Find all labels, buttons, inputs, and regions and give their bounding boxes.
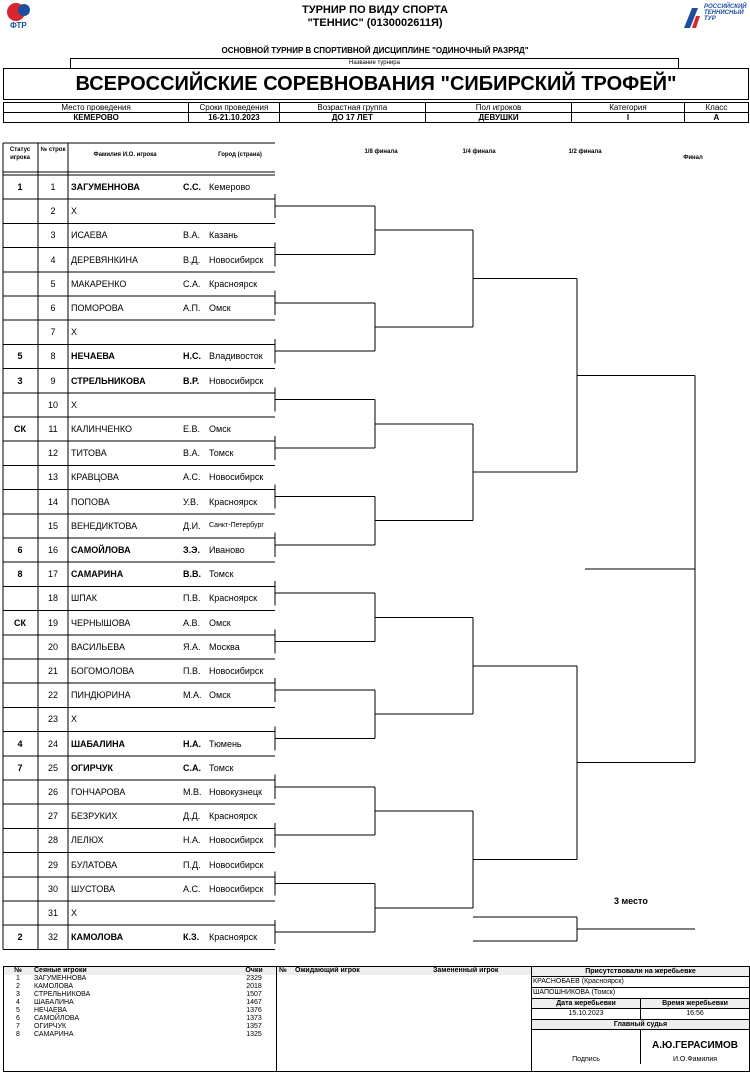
player-name: ЧЕРНЫШОВА (71, 617, 131, 628)
player-name: ТИТОВА (71, 448, 107, 459)
player-name: БЕЗРУКИХ (71, 811, 118, 822)
player-name: Х (71, 327, 78, 338)
seed-num: 7 (16, 1023, 20, 1030)
player-initials: П.В. (183, 666, 201, 676)
line-number: 5 (50, 278, 56, 289)
seed-num: 3 (16, 991, 20, 998)
player-name: ПОМОРОВА (71, 303, 124, 313)
player-status: 7 (17, 762, 23, 773)
player-city: Красноярск (209, 496, 258, 507)
info-header-gender: Пол игроков (425, 103, 571, 113)
player-city: Омск (209, 424, 231, 434)
line-number: 21 (47, 666, 58, 676)
draw-row (0, 538, 290, 562)
draw-time-label: Время жеребьевки (662, 1000, 728, 1007)
line-number: 14 (47, 496, 58, 507)
player-initials: Я.А. (183, 641, 201, 652)
line-number: 1 (50, 182, 56, 192)
seed-num: 6 (16, 1015, 20, 1022)
sign-label: Подпись (572, 1056, 600, 1063)
player-initials: В.А. (183, 230, 201, 241)
seed-points: 1373 (246, 1015, 262, 1022)
seed-points: 1507 (246, 991, 262, 998)
player-initials: М.В. (183, 787, 202, 797)
draw-row (0, 344, 290, 368)
line-number: 23 (47, 714, 58, 725)
rtt-logo-text: РОССИЙСКИЙ ТЕННИСНЫЙ ТУР (704, 4, 747, 22)
draw-row (0, 877, 290, 901)
seed-num: 5 (16, 1007, 20, 1014)
player-name: ВАСИЛЬЕВА (71, 641, 125, 652)
line-number: 16 (47, 545, 58, 555)
present-1: КРАСНОБАЕВ (Красноярск) (532, 977, 749, 988)
line-number: 18 (47, 593, 58, 604)
seed-num: 4 (16, 999, 20, 1006)
player-initials: Д.И. (183, 520, 201, 531)
player-city: Новосибирск (209, 472, 264, 483)
player-status: 8 (17, 569, 23, 580)
draw-row (0, 683, 290, 707)
line-number: 26 (47, 787, 58, 797)
draw-row (0, 901, 290, 925)
player-city: Омск (209, 690, 231, 701)
player-city: Тюмень (209, 738, 242, 749)
line-number: 7 (50, 327, 56, 338)
draw-row (0, 272, 290, 296)
draw-row (0, 223, 290, 247)
player-status: СК (14, 424, 26, 434)
player-initials: А.В. (183, 617, 201, 628)
player-name: МАКАРЕНКО (71, 278, 127, 289)
line-number: 2 (50, 206, 56, 217)
judge-label: Главный судья (532, 1020, 749, 1030)
player-city: Красноярск (209, 811, 258, 822)
info-category: I (572, 113, 685, 123)
player-initials: З.Э. (183, 545, 201, 555)
player-city: Новосибирск (209, 883, 264, 894)
player-city: Новосибирск (209, 254, 264, 265)
info-header-age: Возрастная группа (279, 103, 425, 113)
draw-row (0, 804, 290, 828)
line-number: 19 (47, 617, 58, 628)
line-number: 28 (47, 835, 58, 846)
player-initials: В.В. (183, 569, 201, 580)
player-name: ОГИРЧУК (71, 762, 113, 773)
player-city: Томск (209, 569, 234, 580)
line-number: 30 (47, 883, 58, 894)
main-tournament-line: ОСНОВНОЙ ТУРНИР В СПОРТИВНОЙ ДИСЦИПЛИНЕ "ОДИНОЧНЫЙ РАЗРЯД" (221, 46, 529, 55)
seed-name: ЗАГУМЕННОВА (34, 975, 87, 982)
page-title-line1: ТУРНИР ПО ВИДУ СПОРТА (302, 4, 448, 16)
player-city: Иваново (209, 545, 245, 555)
seed-row (4, 983, 276, 991)
seeds-h-name: Сеяные игроки (34, 967, 87, 974)
waiting-table-box (276, 966, 532, 1072)
player-status: 3 (17, 375, 23, 386)
player-status: 4 (17, 738, 23, 749)
player-status: 6 (17, 545, 23, 555)
draw-row (0, 296, 290, 320)
player-name: ПИНДЮРИНА (71, 690, 131, 701)
info-class: A (684, 113, 748, 123)
info-header-class: Класс (684, 103, 748, 113)
player-city: Омск (209, 303, 231, 313)
player-initials: А.П. (183, 303, 201, 313)
player-name: КАЛИНЧЕНКО (71, 424, 132, 434)
player-city: Красноярск (209, 278, 258, 289)
ftr-logo-text: ФТР (10, 21, 27, 30)
player-name: НЕЧАЕВА (71, 351, 115, 362)
draw-row (0, 635, 290, 659)
draw-row (0, 828, 290, 852)
player-initials: В.А. (183, 448, 201, 459)
info-gender: ДЕВУШКИ (425, 113, 571, 123)
player-initials: У.В. (183, 496, 199, 507)
tournament-name: ВСЕРОССИЙСКИЕ СОРЕВНОВАНИЯ "СИБИРСКИЙ ТРОФЕЙ" (3, 68, 749, 100)
player-initials: В.Д. (183, 254, 201, 265)
draw-row (0, 490, 290, 514)
draw-row (0, 659, 290, 683)
line-number: 8 (50, 351, 56, 362)
waiting-table (277, 967, 531, 975)
player-name: ЛЕЛЮХ (71, 835, 104, 846)
draw-row (0, 780, 290, 804)
draw-row (0, 514, 290, 538)
waiting-h-num: № (279, 967, 287, 974)
player-city: Новосибирск (209, 859, 264, 870)
seed-points: 2329 (246, 975, 262, 982)
line-number: 3 (50, 230, 56, 241)
seeds-table (4, 967, 276, 1039)
player-name: ШУСТОВА (71, 883, 115, 894)
player-city: Казань (209, 230, 238, 241)
seed-name: ШАБАЛИНА (34, 999, 74, 1006)
draw-row (0, 611, 290, 635)
line-number: 4 (50, 254, 56, 265)
player-name: САМОЙЛОВА (71, 545, 131, 555)
draw-row (0, 393, 290, 417)
line-number: 13 (47, 472, 58, 483)
seed-num: 2 (16, 983, 20, 990)
line-number: 29 (47, 859, 58, 870)
player-name: КАМОЛОВА (71, 932, 124, 943)
seed-points: 1376 (246, 1007, 262, 1014)
player-initials: М.А. (183, 690, 202, 701)
col-final-header: Финал (683, 155, 703, 161)
player-name: ШАБАЛИНА (71, 738, 126, 749)
player-initials: Д.Д. (183, 811, 201, 822)
seed-name: КАМОЛОВА (34, 983, 74, 990)
line-number: 20 (47, 641, 58, 652)
draw-row (0, 369, 290, 393)
player-city: Томск (209, 762, 234, 773)
draw-row (0, 586, 290, 610)
col-status-header: Статус игрока (9, 147, 31, 161)
seed-name: САМОЙЛОВА (34, 1015, 80, 1022)
player-name: ЗАГУМЕННОВА (71, 182, 140, 192)
waiting-h-player: Ожидающий игрок (295, 967, 360, 974)
player-initials: А.С. (183, 472, 201, 483)
player-city: Новосибирск (209, 375, 264, 386)
player-initials: К.З. (183, 932, 200, 943)
info-dates: 16-21.10.2023 (189, 113, 279, 123)
seed-row (4, 991, 276, 999)
player-status: 2 (17, 932, 23, 943)
player-name: ШПАК (71, 593, 97, 604)
col-city-header: Город (страна) (218, 152, 262, 158)
draw-row (0, 707, 290, 731)
player-city: Красноярск (209, 593, 258, 604)
waiting-header-row (277, 967, 531, 975)
seed-name: САМАРИНА (34, 1031, 74, 1038)
draw-date-label: Дата жеребьевки (532, 999, 641, 1008)
player-city: Новосибирск (209, 835, 264, 846)
line-number: 6 (50, 303, 56, 313)
player-city: Новосибирск (209, 666, 264, 676)
player-name: Х (71, 399, 78, 410)
player-city: Санкт-Петербург (209, 521, 264, 529)
info-age: ДО 17 ЛЕТ (279, 113, 425, 123)
player-initials: С.А. (183, 278, 201, 289)
col-r16-header: 1/8 финала (364, 149, 398, 155)
seed-num: 8 (16, 1031, 20, 1038)
seeds-header-row (4, 967, 276, 975)
draw-info-box (531, 966, 750, 1072)
draw-row (0, 417, 290, 441)
player-name: ИСАЕВА (71, 230, 108, 241)
player-initials: Е.В. (183, 424, 201, 434)
player-name: ДЕРЕВЯНКИНА (71, 254, 139, 265)
info-venue: КЕМЕРОВО (4, 113, 189, 123)
col-num-header: № строк (40, 147, 66, 153)
line-number: 9 (50, 375, 56, 386)
player-status: 5 (17, 351, 23, 362)
seeds-h-points: Очки (245, 967, 263, 974)
player-initials: Н.А. (183, 835, 201, 846)
seed-row (4, 975, 276, 983)
player-city: Томск (209, 448, 234, 459)
player-name: Х (71, 206, 78, 217)
seeds-h-num: № (14, 967, 22, 974)
info-header-category: Категория (572, 103, 685, 113)
seed-name: СТРЕЛЬНИКОВА (34, 991, 91, 998)
tournament-name-label: Название турнира (70, 58, 679, 69)
player-city: Владивосток (209, 351, 263, 362)
player-name: ПОПОВА (71, 496, 110, 507)
player-initials: Н.С. (183, 351, 201, 362)
draw-row (0, 562, 290, 586)
seed-row (4, 1007, 276, 1015)
line-number: 32 (47, 932, 58, 943)
line-number: 22 (47, 690, 58, 701)
player-initials: Н.А. (183, 738, 201, 749)
player-name: КРАВЦОВА (71, 472, 119, 483)
present-2: ШАПОШНИКОВА (Томск) (533, 989, 616, 996)
draw-row (0, 732, 290, 756)
draw-row (0, 248, 290, 272)
player-name: БОГОМОЛОВА (71, 666, 135, 676)
col-sf-header: 1/2 финала (568, 149, 602, 155)
seed-row (4, 1031, 276, 1039)
fio-label: И.О.Фамилия (672, 1056, 718, 1063)
player-name: СТРЕЛЬНИКОВА (71, 375, 146, 386)
seed-row (4, 1023, 276, 1031)
judge-name: А.Ю.ГЕРАСИМОВ (652, 1040, 738, 1051)
seed-row (4, 999, 276, 1007)
line-number: 12 (47, 448, 58, 459)
player-status: СК (14, 617, 26, 628)
player-name: САМАРИНА (71, 569, 124, 580)
line-number: 27 (47, 811, 58, 822)
line-number: 15 (47, 520, 58, 531)
col-qf-header: 1/4 финала (462, 149, 496, 155)
seed-points: 1357 (246, 1023, 262, 1030)
draw-row (0, 320, 290, 344)
draw-row (0, 199, 290, 223)
player-initials: П.В. (183, 593, 201, 604)
seed-points: 1467 (246, 999, 262, 1006)
line-number: 31 (47, 908, 58, 918)
seed-points: 1325 (246, 1031, 262, 1038)
draw-row (0, 925, 290, 949)
draw-time: 16:56 (686, 1010, 704, 1017)
player-city: Омск (209, 617, 231, 628)
draw-row (0, 441, 290, 465)
seeds-table-box (3, 966, 277, 1072)
seed-points: 2018 (246, 983, 262, 990)
draw-row (0, 853, 290, 877)
player-city: Красноярск (209, 932, 258, 943)
draw-row (0, 756, 290, 780)
draw-row (0, 465, 290, 489)
player-initials: А.С. (183, 883, 201, 894)
player-name: Х (71, 714, 78, 725)
line-number: 17 (47, 569, 58, 580)
player-initials: П.Д. (183, 859, 201, 870)
player-name: ГОНЧАРОВА (71, 787, 126, 797)
col-name-header: Фамилия И.О. игрока (93, 152, 157, 158)
info-header-venue: Место проведения (4, 103, 189, 113)
player-name: БУЛАТОВА (71, 859, 118, 870)
line-number: 11 (48, 424, 58, 434)
waiting-h-replaced: Замененный игрок (433, 967, 499, 974)
present-header: Присутствовали на жеребьевке (532, 967, 749, 977)
player-initials: В.Р. (183, 375, 200, 386)
line-number: 10 (47, 399, 58, 410)
seed-name: ОГИРЧУК (34, 1023, 67, 1030)
player-city: Москва (209, 641, 240, 652)
player-initials: С.А. (183, 762, 201, 773)
info-header-dates: Сроки проведения (189, 103, 279, 113)
page-title-line2: "ТЕННИС" (0130002611Я) (307, 17, 443, 29)
draw-row (0, 175, 290, 199)
draw-date: 15.10.2023 (532, 1009, 641, 1019)
third-place-label: 3 место (614, 896, 648, 906)
line-number: 25 (47, 762, 58, 773)
player-city: Кемерово (209, 182, 251, 192)
player-name: ВЕНЕДИКТОВА (71, 520, 138, 531)
seed-row (4, 1015, 276, 1023)
player-city: Новокузнецк (209, 787, 262, 797)
player-status: 1 (17, 182, 23, 192)
player-name: Х (71, 908, 78, 918)
seed-name: НЕЧАЕВА (34, 1007, 67, 1014)
line-number: 24 (47, 738, 58, 749)
seed-num: 1 (16, 975, 20, 982)
player-initials: С.С. (183, 182, 201, 192)
